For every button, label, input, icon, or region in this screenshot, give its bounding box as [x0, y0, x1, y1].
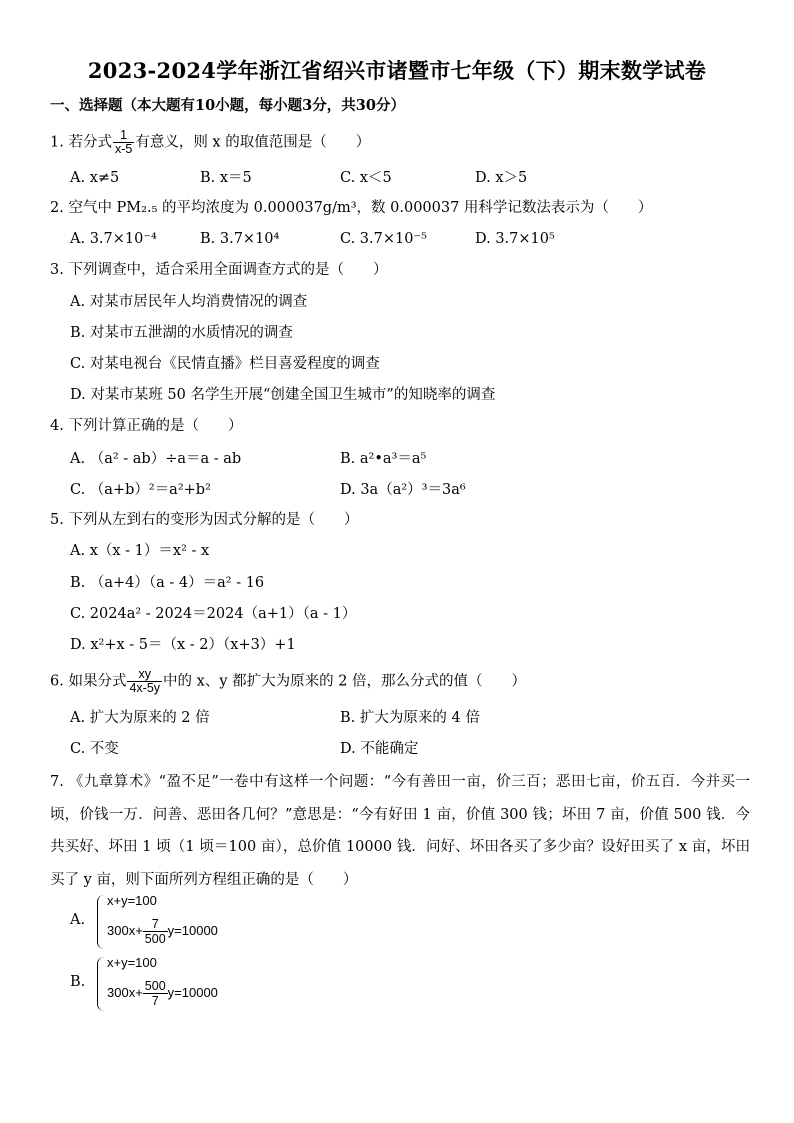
fraction-numerator: 1	[113, 129, 134, 143]
system-equation-2	[107, 917, 218, 946]
section-heading: 一、选择题（本大题有10小题，每小题3分，共30分）	[50, 97, 405, 114]
fraction-denominator: 500	[144, 932, 166, 946]
equation-suffix: y=10000	[167, 922, 218, 938]
question-1-option-d: D. x＞5	[475, 170, 528, 186]
question-6-option-b: B. 扩大为原来的 4 倍	[340, 710, 480, 726]
fraction-denominator: 7	[151, 994, 159, 1008]
question-6-fraction	[127, 668, 162, 695]
question-1-suffix: 有意义，则 x 的取值范围是（ ）	[135, 134, 371, 151]
question-5-option-d: D. x²+x - 5＝（x - 2）（x+3）+1	[70, 637, 296, 653]
question-7-option-a-system	[97, 893, 257, 953]
question-4-option-a: A. （a² - ab）÷a＝a - ab	[70, 451, 242, 467]
fraction-denominator: 4x-5y	[129, 681, 161, 695]
question-5-option-c: C. 2024a² - 2024＝2024（a+1）（a - 1）	[70, 606, 357, 622]
question-1-option-c: C. x＜5	[340, 170, 392, 186]
equation-prefix: 300x+	[107, 922, 143, 938]
equation-suffix: y=10000	[167, 984, 218, 1000]
question-6-option-d: D. 不能确定	[340, 741, 419, 757]
question-7-option-b-label: B.	[70, 974, 86, 990]
question-6-option-c: C. 不变	[70, 741, 119, 757]
question-5-option-b: B. （a+4）（a - 4）＝a² - 16	[70, 575, 265, 591]
question-7: 7. 《九章算术》“盈不足”一卷中有这样一个问题：“今有善田一亩，价三百；恶田七亩，价五百．今并买一顷，价钱一万．问善、恶田各几何？”意思是：“今有好田 1 亩，价值 300 钱；坏田 7 亩，价值 500 钱．今共买好、坏田 1 顷（1 顷＝100 亩），总价值 10000 钱．问好、坏田各买了多少亩？设好田买了 x 亩，坏田买了 y 亩，则下面所列方程组正确的是（ ）	[50, 774, 750, 888]
question-6-suffix: 中的 x、y 都扩大为原来的 2 倍，那么分式的值（ ）	[163, 673, 527, 690]
question-4-option-d: D. 3a（a²）³＝3a⁶	[340, 482, 466, 498]
question-4: 4. 下列计算正确的是（ ）	[50, 418, 243, 434]
question-1-option-a: A. x≠5	[70, 170, 120, 186]
question-1-prefix: 1. 若分式	[50, 134, 112, 151]
fraction-numerator: xy	[127, 668, 162, 682]
question-2-option-b: B. 3.7×10⁴	[200, 231, 280, 247]
question-3-option-a: A. 对某市居民年人均消费情况的调查	[70, 294, 308, 310]
system-equation-1: x+y=100	[107, 955, 157, 970]
question-5-option-a: A. x（x - 1）＝x² - x	[70, 543, 210, 559]
page-title: 2023-2024学年浙江省绍兴市诸暨市七年级（下）期末数学试卷	[87, 58, 707, 83]
equation-prefix: 300x+	[107, 984, 143, 1000]
question-1-fraction	[113, 129, 134, 156]
question-6-option-a: A. 扩大为原来的 2 倍	[70, 710, 210, 726]
equation-fraction	[143, 917, 168, 946]
question-2-option-c: C. 3.7×10⁻⁵	[340, 231, 427, 247]
equation-fraction	[143, 979, 168, 1008]
question-3-option-c: C. 对某电视台《民情直播》栏目喜爱程度的调查	[70, 356, 380, 372]
question-1-option-b: B. x＝5	[200, 170, 252, 186]
question-1	[50, 129, 370, 156]
fraction-numerator: 500	[144, 979, 166, 993]
question-4-option-c: C. （a+b）²＝a²+b²	[70, 482, 211, 498]
fraction-denominator: x-5	[114, 142, 133, 156]
question-7-option-b-system	[97, 955, 257, 1015]
question-3-option-b: B. 对某市五泄湖的水质情况的调查	[70, 325, 293, 341]
question-3: 3. 下列调查中，适合采用全面调查方式的是（ ）	[50, 262, 388, 278]
question-5: 5. 下列从左到右的变形为因式分解的是（ ）	[50, 512, 359, 528]
question-2-option-d: D. 3.7×10⁵	[475, 231, 555, 247]
system-equation-2	[107, 979, 218, 1008]
question-3-option-d: D. 对某市某班 50 名学生开展“创建全国卫生城市”的知晓率的调查	[70, 387, 496, 403]
brace-icon	[97, 895, 105, 949]
fraction-numerator: 7	[143, 917, 168, 932]
system-equation-1: x+y=100	[107, 893, 157, 908]
brace-icon	[97, 957, 105, 1011]
question-2-option-a: A. 3.7×10⁻⁴	[70, 231, 157, 247]
question-6	[50, 668, 526, 695]
question-2: 2. 空气中 PM₂.₅ 的平均浓度为 0.000037g/m³，数 0.000037 用科学记数法表示为（ ）	[50, 200, 653, 216]
question-6-prefix: 6. 如果分式	[50, 673, 127, 690]
question-7-option-a-label: A.	[70, 912, 86, 928]
question-4-option-b: B. a²•a³＝a⁵	[340, 451, 427, 467]
